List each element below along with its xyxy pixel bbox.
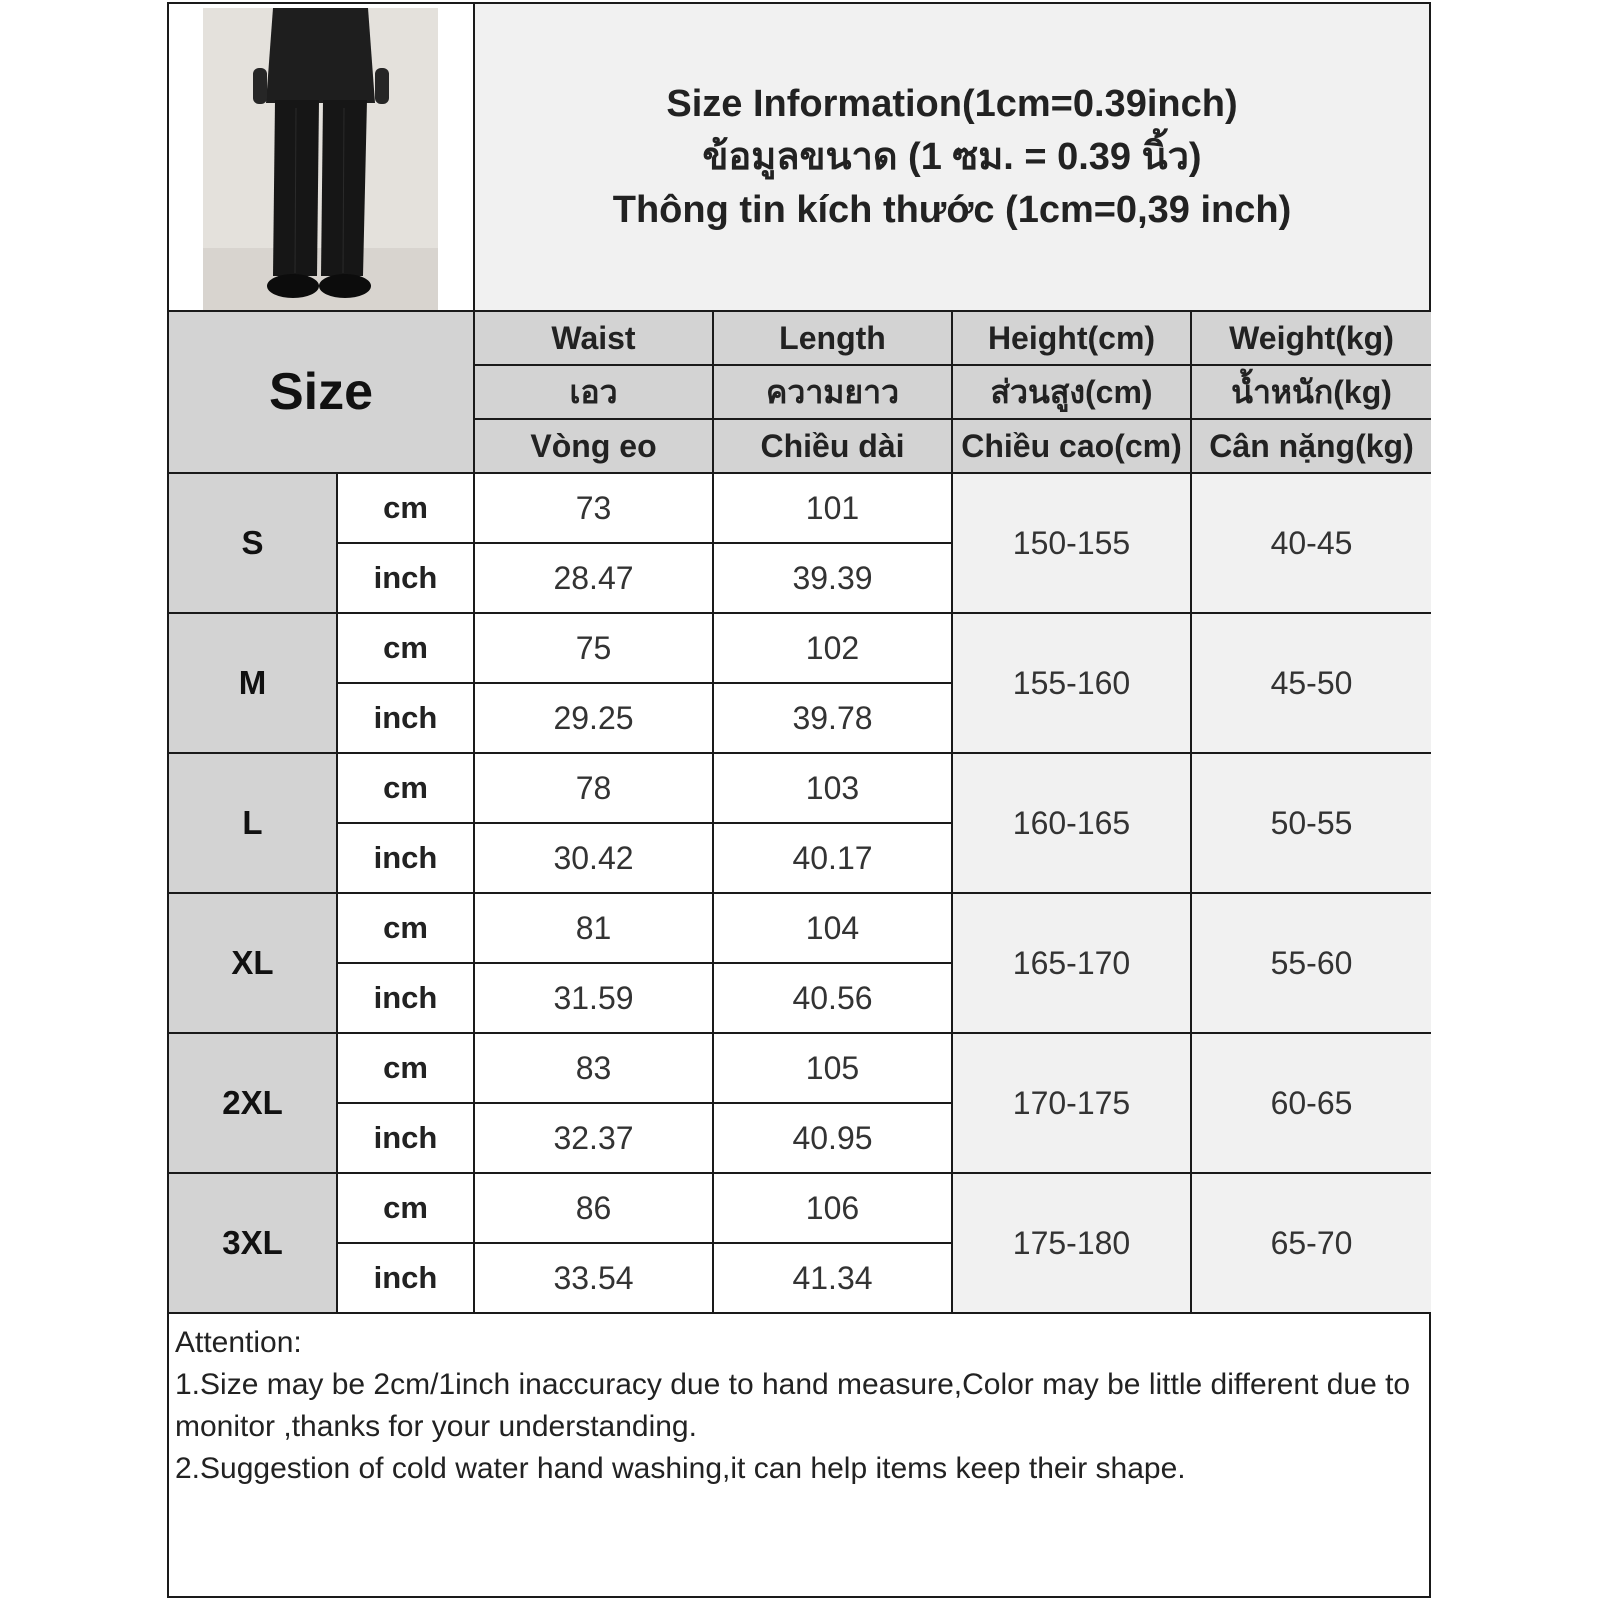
- waist-value: 28.47: [475, 544, 714, 614]
- height-header-vi: Chiều cao(cm): [953, 420, 1192, 474]
- waist-value: 30.42: [475, 824, 714, 894]
- height-range-value: 165-170: [953, 894, 1192, 1034]
- unit-label: inch: [338, 824, 475, 894]
- product-photo-cell: [169, 4, 475, 312]
- waist-value: 78: [475, 754, 714, 824]
- size-2xl-label: 2XL: [169, 1034, 338, 1174]
- unit-label: inch: [338, 1244, 475, 1314]
- waist-value: 83: [475, 1034, 714, 1104]
- unit-label: cm: [338, 474, 475, 544]
- waist-header-vi: Vòng eo: [475, 420, 714, 474]
- waist-value: 32.37: [475, 1104, 714, 1174]
- length-value: 40.17: [714, 824, 953, 894]
- model-pants-illustration: [203, 8, 438, 310]
- size-xl-label: XL: [169, 894, 338, 1034]
- attention-note-1: 1.Size may be 2cm/1inch inaccuracy due to hand measure,Color may be little different due to monitor ,thanks for your understanding.: [175, 1368, 1411, 1443]
- unit-label: inch: [338, 964, 475, 1034]
- waist-value: 81: [475, 894, 714, 964]
- unit-label: cm: [338, 1174, 475, 1244]
- weight-range-value: 50-55: [1192, 754, 1431, 894]
- size-s-label: S: [169, 474, 338, 614]
- unit-label: inch: [338, 544, 475, 614]
- title-thai: ข้อมูลขนาด (1 ซม. = 0.39 นิ้ว): [702, 135, 1202, 178]
- length-value: 102: [714, 614, 953, 684]
- size-l-label: L: [169, 754, 338, 894]
- weight-header-en: Weight(kg): [1192, 312, 1431, 366]
- size-information-title: [475, 4, 1429, 312]
- product-photo: [203, 8, 438, 310]
- size-chart-sheet: [167, 2, 1431, 1598]
- length-value: 41.34: [714, 1244, 953, 1314]
- waist-value: 75: [475, 614, 714, 684]
- length-header-vi: Chiều dài: [714, 420, 953, 474]
- length-value: 39.78: [714, 684, 953, 754]
- attention-note-2: 2.Suggestion of cold water hand washing,it can help items keep their shape.: [175, 1452, 1186, 1485]
- height-range-value: 175-180: [953, 1174, 1192, 1314]
- height-header-en: Height(cm): [953, 312, 1192, 366]
- height-range-value: 160-165: [953, 754, 1192, 894]
- title-english: Size Information(1cm=0.39inch): [666, 82, 1238, 125]
- unit-label: cm: [338, 1034, 475, 1104]
- waist-value: 29.25: [475, 684, 714, 754]
- length-value: 40.95: [714, 1104, 953, 1174]
- attention-heading: Attention:: [175, 1326, 302, 1359]
- length-value: 40.56: [714, 964, 953, 1034]
- length-header-th: ความยาว: [714, 366, 953, 420]
- height-range-value: 150-155: [953, 474, 1192, 614]
- waist-value: 31.59: [475, 964, 714, 1034]
- size-column-header: Size: [169, 312, 475, 474]
- length-value: 105: [714, 1034, 953, 1104]
- unit-label: cm: [338, 754, 475, 824]
- length-value: 103: [714, 754, 953, 824]
- waist-value: 73: [475, 474, 714, 544]
- weight-range-value: 45-50: [1192, 614, 1431, 754]
- waist-value: 86: [475, 1174, 714, 1244]
- title-vietnamese: Thông tin kích thước (1cm=0,39 inch): [612, 188, 1292, 231]
- weight-range-value: 40-45: [1192, 474, 1431, 614]
- height-header-th: ส่วนสูง(cm): [953, 366, 1192, 420]
- weight-header-vi: Cân nặng(kg): [1192, 420, 1431, 474]
- unit-label: inch: [338, 684, 475, 754]
- unit-label: cm: [338, 614, 475, 684]
- size-m-label: M: [169, 614, 338, 754]
- length-value: 39.39: [714, 544, 953, 614]
- attention-notes: [169, 1318, 1429, 1596]
- height-range-value: 170-175: [953, 1034, 1192, 1174]
- length-value: 106: [714, 1174, 953, 1244]
- unit-label: cm: [338, 894, 475, 964]
- length-header-en: Length: [714, 312, 953, 366]
- weight-header-th: น้ำหนัก(kg): [1192, 366, 1431, 420]
- length-value: 101: [714, 474, 953, 544]
- unit-label: inch: [338, 1104, 475, 1174]
- waist-value: 33.54: [475, 1244, 714, 1314]
- size-3xl-label: 3XL: [169, 1174, 338, 1314]
- waist-header-th: เอว: [475, 366, 714, 420]
- length-value: 104: [714, 894, 953, 964]
- height-range-value: 155-160: [953, 614, 1192, 754]
- waist-header-en: Waist: [475, 312, 714, 366]
- weight-range-value: 65-70: [1192, 1174, 1431, 1314]
- weight-range-value: 60-65: [1192, 1034, 1431, 1174]
- weight-range-value: 55-60: [1192, 894, 1431, 1034]
